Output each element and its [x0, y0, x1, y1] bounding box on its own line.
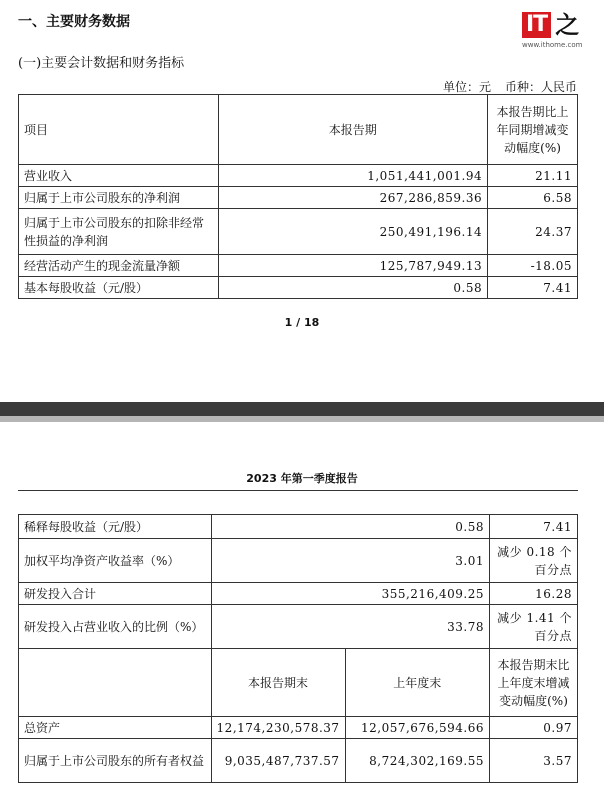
- header-item: 项目: [19, 95, 219, 165]
- row-change: 3.57: [490, 739, 578, 783]
- header-change: 本报告期末比上年度末增减变动幅度(%): [490, 649, 578, 717]
- financial-table-2: [18, 514, 578, 783]
- table-row: [19, 209, 578, 255]
- row-prior: 12,057,676,594.66: [345, 717, 489, 739]
- page-divider: [0, 402, 604, 416]
- logo-it-mark: IT: [522, 12, 551, 38]
- logo-url: www.ithome.com: [522, 41, 583, 49]
- header-blank: [19, 649, 212, 717]
- row-item: 研发投入合计: [19, 583, 212, 605]
- table-row: [19, 187, 578, 209]
- logo-zhi-mark: 之: [555, 11, 580, 39]
- row-item: 经营活动产生的现金流量净额: [19, 255, 219, 277]
- sub-title: (一)主要会计数据和财务指标: [18, 56, 185, 71]
- row-item: 研发投入占营业收入的比例（%）: [19, 605, 212, 649]
- currency-label: 币种：人民币: [504, 80, 577, 94]
- row-item: 归属于上市公司股东的所有者权益: [19, 739, 212, 783]
- row-value: 125,787,949.13: [218, 255, 488, 277]
- row-value: 267,286,859.36: [218, 187, 488, 209]
- unit-line: [429, 78, 577, 95]
- row-item: 基本每股收益（元/股）: [19, 277, 219, 299]
- row-change: 减少 1.41 个百分点: [490, 605, 578, 649]
- ithome-logo: [522, 12, 598, 64]
- page-number: 1 / 18: [284, 316, 320, 329]
- header-rule: [18, 490, 578, 491]
- row-change: -18.05: [488, 255, 578, 277]
- table-header-row: [19, 95, 578, 165]
- table-row: [19, 583, 578, 605]
- report-header: 2023 年第一季度报告: [246, 472, 358, 485]
- row-value: 0.58: [218, 277, 488, 299]
- row-value: 250,491,196.14: [218, 209, 488, 255]
- table-row: [19, 539, 578, 583]
- row-value: 1,051,441,001.94: [218, 165, 488, 187]
- header-prior-year-end: 上年度末: [345, 649, 489, 717]
- row-change: 0.97: [490, 717, 578, 739]
- row-item: 总资产: [19, 717, 212, 739]
- row-change: 7.41: [488, 277, 578, 299]
- row-value: 3.01: [211, 539, 489, 583]
- table-row: [19, 515, 578, 539]
- row-item: 加权平均净资产收益率（%）: [19, 539, 212, 583]
- row-item: 稀释每股收益（元/股）: [19, 515, 212, 539]
- row-change: 6.58: [488, 187, 578, 209]
- header-period: 本报告期: [218, 95, 488, 165]
- header-period-end: 本报告期末: [211, 649, 345, 717]
- table-row: [19, 605, 578, 649]
- row-change: 24.37: [488, 209, 578, 255]
- row-current: 9,035,487,737.57: [211, 739, 345, 783]
- row-value: 0.58: [211, 515, 489, 539]
- row-current: 12,174,230,578.37: [211, 717, 345, 739]
- page-divider-shadow: [0, 416, 604, 422]
- row-value: 33.78: [211, 605, 489, 649]
- row-change: 21.11: [488, 165, 578, 187]
- table-row: [19, 255, 578, 277]
- row-item: 归属于上市公司股东的净利润: [19, 187, 219, 209]
- section-title: 一、主要财务数据: [18, 14, 130, 30]
- row-item: 归属于上市公司股东的扣除非经常性损益的净利润: [19, 209, 219, 255]
- table-row: [19, 739, 578, 783]
- table-row: [19, 717, 578, 739]
- table-row: [19, 277, 578, 299]
- row-value: 355,216,409.25: [211, 583, 489, 605]
- row-change: 减少 0.18 个百分点: [490, 539, 578, 583]
- unit-label: 单位：元: [442, 80, 491, 94]
- row-prior: 8,724,302,169.55: [345, 739, 489, 783]
- financial-table-1: [18, 94, 578, 299]
- header-change: 本报告期比上年同期增减变动幅度(%): [488, 95, 578, 165]
- table-header-row: [19, 649, 578, 717]
- row-change: 16.28: [490, 583, 578, 605]
- table-row: [19, 165, 578, 187]
- row-change: 7.41: [490, 515, 578, 539]
- row-item: 营业收入: [19, 165, 219, 187]
